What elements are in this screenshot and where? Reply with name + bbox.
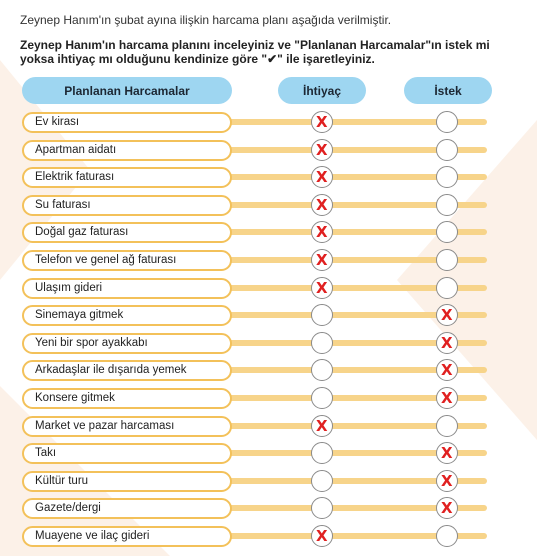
need-checkbox[interactable] xyxy=(311,497,333,519)
need-checkbox[interactable] xyxy=(311,166,333,188)
need-checkbox[interactable] xyxy=(311,332,333,354)
want-checkbox[interactable] xyxy=(436,139,458,161)
want-checkbox[interactable] xyxy=(436,304,458,326)
want-checkbox[interactable] xyxy=(436,525,458,547)
table-row xyxy=(0,525,537,553)
want-checkbox[interactable] xyxy=(436,221,458,243)
want-checkbox[interactable] xyxy=(436,249,458,271)
x-mark-icon: X xyxy=(316,526,328,545)
expense-label: Apartman aidatı xyxy=(22,140,232,161)
expense-label: Ulaşım gideri xyxy=(22,278,232,299)
expense-label: Elektrik faturası xyxy=(22,167,232,188)
want-checkbox[interactable] xyxy=(436,387,458,409)
need-checkbox[interactable] xyxy=(311,249,333,271)
table-row xyxy=(0,497,537,525)
expense-label: Sinemaya gitmek xyxy=(22,305,232,326)
want-checkbox[interactable] xyxy=(436,332,458,354)
x-mark-icon: X xyxy=(316,223,328,242)
want-checkbox[interactable] xyxy=(436,277,458,299)
table-row xyxy=(0,166,537,194)
want-checkbox[interactable] xyxy=(436,470,458,492)
need-checkbox[interactable] xyxy=(311,304,333,326)
table-row xyxy=(0,442,537,470)
need-checkbox[interactable] xyxy=(311,277,333,299)
header-want: İstek xyxy=(404,77,492,104)
expense-label: Gazete/dergi xyxy=(22,498,232,519)
want-checkbox[interactable] xyxy=(436,359,458,381)
x-mark-icon: X xyxy=(441,361,453,380)
need-checkbox[interactable] xyxy=(311,525,333,547)
expense-label: Konsere gitmek xyxy=(22,388,232,409)
table-row xyxy=(0,194,537,222)
table-row xyxy=(0,221,537,249)
x-mark-icon: X xyxy=(441,306,453,325)
x-mark-icon: X xyxy=(316,140,328,159)
table-row xyxy=(0,332,537,360)
table-row xyxy=(0,470,537,498)
table-row xyxy=(0,415,537,443)
table-row xyxy=(0,359,537,387)
x-mark-icon: X xyxy=(441,499,453,518)
need-checkbox[interactable] xyxy=(311,221,333,243)
x-mark-icon: X xyxy=(316,416,328,435)
want-checkbox[interactable] xyxy=(436,497,458,519)
header-planned-expenses: Planlanan Harcamalar xyxy=(22,77,232,104)
need-checkbox[interactable] xyxy=(311,387,333,409)
want-checkbox[interactable] xyxy=(436,194,458,216)
need-checkbox[interactable] xyxy=(311,442,333,464)
header-need: İhtiyaç xyxy=(278,77,366,104)
x-mark-icon: X xyxy=(316,113,328,131)
want-checkbox[interactable] xyxy=(436,442,458,464)
x-mark-icon: X xyxy=(441,471,453,490)
expense-label: Su faturası xyxy=(22,195,232,216)
table-row xyxy=(0,249,537,277)
expense-table xyxy=(0,111,537,553)
x-mark-icon: X xyxy=(441,388,453,407)
want-checkbox[interactable] xyxy=(436,415,458,437)
need-checkbox[interactable] xyxy=(311,139,333,161)
expense-label: Muayene ve ilaç gideri xyxy=(22,526,232,547)
table-row xyxy=(0,387,537,415)
question-text: Zeynep Hanım'ın harcama planını inceleyiniz ve "Planlanan Harcamalar"ın istek mi yoksa ihtiyaç mı olduğunu kendinize göre "✔" ile işaretleyiniz. xyxy=(20,38,490,66)
need-checkbox[interactable] xyxy=(311,359,333,381)
table-row xyxy=(0,304,537,332)
want-checkbox[interactable] xyxy=(436,166,458,188)
table-row xyxy=(0,111,537,139)
expense-label: Arkadaşlar ile dışarıda yemek xyxy=(22,360,232,381)
expense-label: Yeni bir spor ayakkabı xyxy=(22,333,232,354)
x-mark-icon: X xyxy=(316,250,328,269)
expense-label: Kültür turu xyxy=(22,471,232,492)
need-checkbox[interactable] xyxy=(311,470,333,492)
need-checkbox[interactable] xyxy=(311,194,333,216)
x-mark-icon: X xyxy=(316,195,328,214)
x-mark-icon: X xyxy=(316,278,328,297)
expense-label: Market ve pazar harcaması xyxy=(22,416,232,437)
expense-label: Ev kirası xyxy=(22,112,232,133)
want-checkbox[interactable] xyxy=(436,111,458,133)
intro-text: Zeynep Hanım'ın şubat ayına ilişkin harcama planı aşağıda verilmiştir. xyxy=(20,13,392,27)
table-row xyxy=(0,277,537,305)
table-row xyxy=(0,139,537,167)
expense-label: Telefon ve genel ağ faturası xyxy=(22,250,232,271)
need-checkbox[interactable] xyxy=(311,111,333,133)
x-mark-icon: X xyxy=(316,168,328,187)
x-mark-icon: X xyxy=(441,444,453,463)
expense-label: Doğal gaz faturası xyxy=(22,222,232,243)
x-mark-icon: X xyxy=(441,333,453,352)
need-checkbox[interactable] xyxy=(311,415,333,437)
expense-label: Takı xyxy=(22,443,232,464)
